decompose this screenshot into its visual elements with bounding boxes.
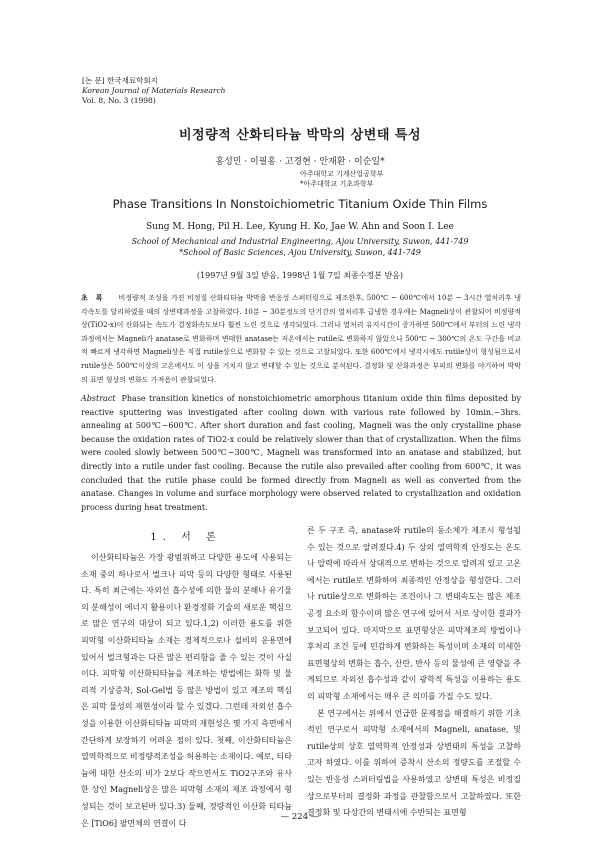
body-column-right <box>307 523 521 822</box>
abstract-english <box>81 392 521 514</box>
journal-volume: Vol. 8, No. 3 (1998) <box>82 96 156 105</box>
authors-korean: 홍성민 · 이필홍 · 고경현 · 안재환 · 이순일* <box>215 157 385 167</box>
affiliation-korean <box>300 169 383 189</box>
section-heading: 1. 서 론 <box>150 532 222 543</box>
affiliation-korean-1: 아주대학교 기계산업공학부 <box>300 170 384 178</box>
title-korean: 비정량적 산화티타늄 박막의 상변태 특성 <box>178 128 422 143</box>
journal-name-ko: [논 문] 한국재료학회지 <box>82 76 158 85</box>
abstract-korean-label: 초록 <box>81 293 111 302</box>
body-paragraph: 른 두 구조 즉, anatase와 rutile의 동소체가 제조시 형성될 수 있는 것으로 알려졌다.4) 두 상의 열역학적 안정도는 온도나 압력에 따라서 상대적으로 변하는 것으로 알려져 있고 고온에서는 rutile로 변화하여 최종적인 안정상을 형성한다. 그러나 rutile상으로 변화하는 조건이나 그 변태속도는 많은 제조 공정 요소의 함수이며 많은 연구에 있어서 서로 상이한 결과가 보고되어 있다. 마지막으로 표면형상은 피막제조의 방법이나 후처리 조건 등에 민감하게 변화하는 특성이며 소재의 미세한 표면형상의 변화는 흡수, 산란, 반사 등의 물성에 큰 영향을 주게되므로 자외선 흡수성과 같이 광학적 특성을 이용하는 용도의 피막형 소재에서는 매우 큰 의미를 가질 수도 있다. <box>307 526 521 701</box>
affiliation-english-1: School of Mechanical and Industrial Engineering, Ajou University, Suwon, 441-749 <box>131 237 469 246</box>
journal-name-en: Korean Journal of Materials Research <box>82 86 226 95</box>
page-number: — 224 — <box>280 812 320 822</box>
abstract-korean-text: 비정량적 조성을 가진 비정질 산화티타늄 박막을 반응성 스퍼터링으로 제조한후, 500℃ ~ 600℃에서 10분 ~ 3시간 열처리후 냉각속도를 달리하였을 때의 상변태과정을 고찰하였다. 10분 ~ 30분정도의 단기간의 열처리후 급냉한 경우에는 Magneli상이 관찰되어 비정량적 상(TiO2-x)이 산화되는 속도가 결정화속도보다 훨씬 느린 것으로 생각되었다. 그러나 열처리 유지시간이 증가하면 500℃에서 부터의 느린 냉각과정에서는 Magneli가 anatase로 변화하며 변태한 anatase는 저온에서는 rutile로 변화하지 않았으나 500℃ ~ 300℃의 온도 구간을 비교적 빠르게 냉각하면 Magneli상은 직접 rutile상으로 변화할 수 있는 것으로 고찰되었다. 또한 600℃에서 냉각시에도 rutile상이 형성됨으로서 rutile상은 500℃이상의 고온에서도 이 상을 거치지 않고 변태할 수 있는 것으로 분석된다. 결정화 및 산화과정은 부피의 변화를 야기하여 박막의 표면 형상의 변화도 가져옴이 관찰되었다. <box>81 294 521 384</box>
abstract-english-text: Phase transition kinetics of nonstoichiometric amorphous titanium oxide thin films deposited by reactive sputtering was investigated after cooling down with various rate followed by 10min.~3hrs. annealing at 500℃~600℃. After short duration and fast cooling, Magneli was the only crystalline phase because the oxidation rates of TiO2-x could be relatively slower than that of crystallization. When the films were cooled slowly between 500℃~300℃, Magneli was transformed into an anatase and stabilized, but directly into a rutile under fast cooling. Because the rutile also prevailed after cooling from 600℃, it was concluded that the rutile phase could be formed directly from Magneli as well as converted from the anatase. Changes in volume and surface morphology were observed related to crystallization and oxidation process during heat treatment. <box>81 394 521 512</box>
abstract-korean <box>81 291 521 387</box>
authors-english: Sung M. Hong, Pil H. Lee, Kyung H. Ko, Jae W. Ahn and Soon I. Lee <box>146 222 454 232</box>
affiliation-english <box>0 236 600 258</box>
received-dates: (1997년 9월 3일 받음, 1998년 1월 7일 최종수정본 받음) <box>196 271 404 280</box>
body-paragraph: 본 연구에서는 위에서 언급한 문제점을 해결하기 위한 기초적인 연구로서 피막형 소재에서의 Magneli, anatase, 및 rutile상의 상호 열역학적 안정성과 상변태의 특성을 고찰하고자 하였다. 이를 위하여 증착시 산소의 정량도를 조절할 수 있는 반응성 스퍼터링법을 사용하였고 상변태 특성은 비정질 상으로부터의 결정화 과정을 관찰함으로서 고찰하였다. 또한 결정화 및 다상간의 변태시에 수반되는 표면형 <box>307 708 521 818</box>
body-column-left: 이산화티타늄은 가장 광범위하고 다양한 용도에 사용되는 소재 중의 하나로서 벌크나 피막 등의 다양한 형태로 사용된다. 특히 최근에는 자외선 흡수성에 의한 물의 분해나 유기물의 분해성이 에너지 활용이나 환경정화 기술의 새로운 핵심으로 많은 연구의 대상이 되고 있다.1,2) 이러한 용도를 위한 피막형 이산화티타늄 소재는 경제적으로나 설비의 운용면에 있어서 벌크형과는 다른 많은 편리함을 줄 수 있는 것이 사실이다. 피막형 이산화티타늄을 제조하는 방법에는 화학 및 물리적 기상증착, Sol-Gel법 등 많은 방법이 있고 제조의 핵심은 피막 물성의 재현성이라 할 수 있겠다. 그런데 자외선 흡수성을 이용한 이산화티타늄 피막의 재현성은 몇 가지 측면에서 간단하게 보장하기 어려운 점이 있다. 첫째, 이산화티타늄은 열역학적으로 비정량적조성을 허용하는 소재이다. 예로, 티타늄에 대한 산소의 비가 2보다 작으면서도 TiO2구조와 유사한 상인 Magneli상은 많은 피막형 소재의 제조 과정에서 형성되는 것이 보고된바 있다.3) 둘째, 정량적인 이산화 티타늄은 [TiO6] 팔면체의 연결이 다 <box>81 553 292 828</box>
journal-header <box>82 76 225 106</box>
affiliation-korean-2: *아주대학교 기초과학부 <box>300 180 374 188</box>
affiliation-english-2: *School of Basic Sciences, Ajou University, Suwon, 441-749 <box>179 248 421 257</box>
title-english: Phase Transitions In Nonstoichiometric Titanium Oxide Thin Films <box>112 197 488 211</box>
abstract-english-label: Abstract <box>81 394 116 403</box>
